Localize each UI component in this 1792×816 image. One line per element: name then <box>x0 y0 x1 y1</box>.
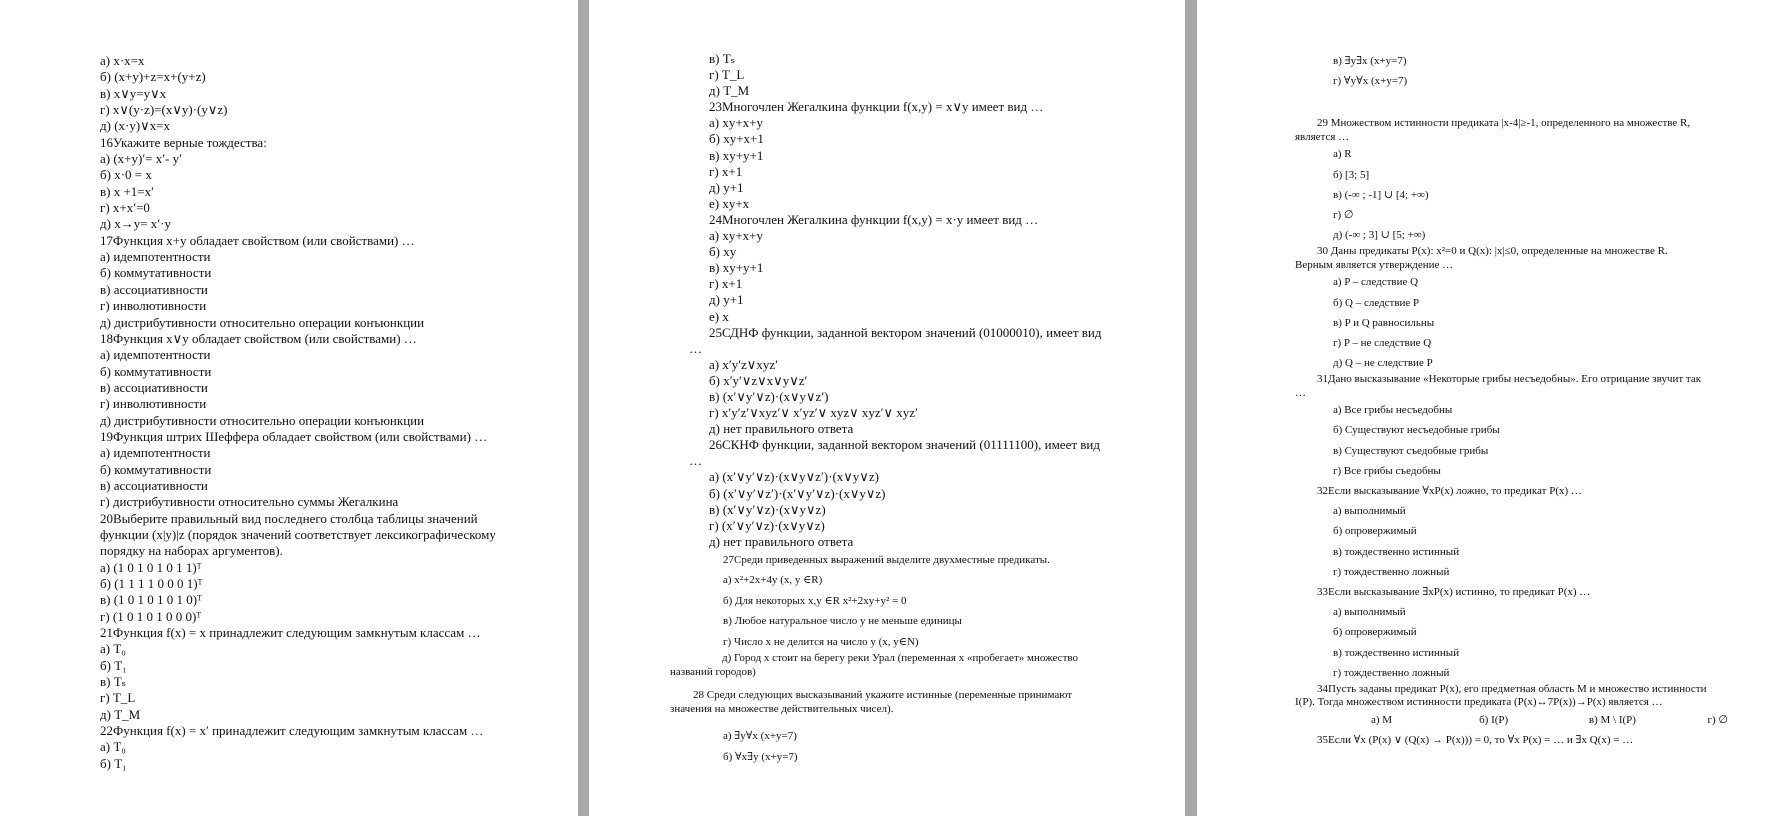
text-line: а) T₀ <box>100 641 126 657</box>
text-line: д) дистрибутивности относительно операции конъюнкции <box>100 314 425 330</box>
answer-option: а) выполнимый <box>1333 505 1406 518</box>
question-31-line1: 31Дано высказывание «Некоторые грибы несъедобны». Его отрицание звучит так <box>1317 373 1702 386</box>
text-line: б) x′y′∨z∨x∨y∨z′ <box>709 372 808 388</box>
question-27-option-d-line1: д) Город x стоит на берегу реки Урал (переменная x «пробегает» множество <box>722 652 1078 665</box>
answer-option: б) опровержимый <box>1333 525 1417 538</box>
text-line: г) x+x′=0 <box>100 200 150 216</box>
text-line: д) y+1 <box>709 179 744 195</box>
text-line: б) T₁ <box>100 657 127 673</box>
text-line: б) T₁ <box>100 755 127 771</box>
page-2-text-column <box>670 51 1169 767</box>
text-line: г) x∨(y·z)=(x∨y)·(y∨z) <box>100 102 228 118</box>
text-line: д) нет правильного ответа <box>709 533 854 549</box>
answer-option: д) Q – не следствие P <box>1333 357 1433 370</box>
answer-option: д) (-∞ ; 3] ∪ [5; +∞) <box>1333 229 1426 242</box>
text-line: б) коммутативности <box>100 461 212 477</box>
page-separator <box>1185 0 1197 816</box>
text-line: 20Выберите правильный вид последнего столбца таблицы значений <box>100 510 478 526</box>
question-33: 33Если высказывание ∃xP(x) истинно, то предикат P(x) … <box>1317 585 1591 598</box>
question-34-line1: 34Пусть заданы предикат P(x), его предметная область M и множество истинности <box>1317 682 1707 695</box>
text-line: в) Tₛ <box>100 674 127 690</box>
document-page-3 <box>1197 0 1792 816</box>
text-line: 23Многочлен Жегалкина функции f(x,y) = x∨y имеет вид … <box>709 99 1044 115</box>
text-line: д) x→y= x′·y <box>100 216 171 232</box>
text-line: г) T_L <box>100 690 136 706</box>
answer-option: а) x²+2x+4y (x, y ∈R) <box>723 574 823 587</box>
text-line: 26СКНФ функции, заданной вектором значений (01111100), имеет вид <box>709 437 1100 453</box>
answer-option: г) ∀y∀x (x+y=7) <box>1333 75 1408 88</box>
text-line: в) x∨y=y∨x <box>100 85 167 101</box>
text-line: а) x′y′z∨xyz′ <box>709 356 778 372</box>
text-line: а) (x+y)′= x′- y′ <box>100 151 183 167</box>
answer-option: в) (-∞ ; -1] ∪ [4; +∞) <box>1333 188 1429 201</box>
text-line: в) x +1=x′ <box>100 183 154 199</box>
answer-option: в) тождественно истинный <box>1333 545 1460 558</box>
text-line: г) x′y′z′∨xyz′∨ x′yz′∨ xyz∨ xyz′∨ xyz′ <box>709 405 918 421</box>
text-line: в) ассоциативности <box>100 379 208 395</box>
text-line: г) (1 0 1 0 1 0 0 0)ᵀ <box>100 608 202 624</box>
question-28-line1: 28 Среди следующих высказываний укажите истинные (переменные принимают <box>693 689 1073 702</box>
answer-option: г) тождественно ложный <box>1333 565 1450 578</box>
text-line: в) (x′∨y′∨z)·(x∨y∨z) <box>709 501 826 517</box>
text-line: е) x <box>709 308 729 324</box>
question-35: 35Если ∀x (P(x) ∨ (Q(x) → P(x))) = 0, то ∀x P(x) = … и ∃x Q(x) = … <box>1317 734 1634 747</box>
text-line: е) xy+x <box>709 195 750 211</box>
answer-option: г) Число x не делится на число y (x, y∈N) <box>723 635 919 648</box>
answer-option: б) ∀x∃y (x+y=7) <box>723 750 798 763</box>
text-line: г) T_L <box>709 67 745 83</box>
question-30-line1: 30 Даны предикаты P(x): x²=0 и Q(x): |x|≤0, определенные на множестве R. <box>1317 245 1668 258</box>
answer-option: в) Существуют съедобные грибы <box>1333 444 1489 457</box>
text-line: в) (x′∨y′∨z)·(x∨y∨z′) <box>709 388 829 404</box>
text-line: а) идемпотентности <box>100 249 211 265</box>
answer-option: а) R <box>1333 148 1352 161</box>
text-line: б) коммутативности <box>100 265 212 281</box>
text-line: а) (1 0 1 0 1 0 1 1)ᵀ <box>100 559 202 575</box>
text-line: функции (x|y)|z (порядок значений соответствует лексикографическому <box>100 526 496 542</box>
question-31-line2: … <box>1295 386 1306 399</box>
answer-option: в) ∃y∃x (x+y=7) <box>1333 55 1407 67</box>
answer-option: б) опровержимый <box>1333 626 1417 639</box>
text-line: в) xy+y+1 <box>709 147 764 163</box>
text-line: а) x·x=x <box>100 53 145 68</box>
answer-option: г) ∅ <box>1707 713 1728 726</box>
text-line: а) xy+x+y <box>709 228 764 244</box>
text-line: в) xy+y+1 <box>709 260 764 276</box>
text-line: г) дистрибутивности относительно суммы Жегалкина <box>100 494 399 510</box>
page-1-text-column <box>100 53 550 772</box>
text-line: д) T_M <box>100 706 141 722</box>
question-27: 27Среди приведенных выражений выделите двухместные предикаты. <box>723 553 1050 566</box>
document-page-2 <box>589 0 1185 816</box>
text-line: 24Многочлен Жегалкина функции f(x,y) = x·y имеет вид … <box>709 211 1039 227</box>
text-line: г) инволютивности <box>100 298 207 314</box>
answer-option: б) Для некоторых x,y ∈R x²+2xy+y² = 0 <box>723 594 907 607</box>
answer-option: а) ∃y∀x (x+y=7) <box>723 730 797 743</box>
text-line: а) T₀ <box>100 739 126 755</box>
answer-option: б) [3; 5] <box>1333 168 1370 181</box>
question-32: 32Если высказывание ∀xP(x) ложно, то предикат P(x) … <box>1317 485 1582 497</box>
text-line: 18Функция x∨y обладает свойством (или свойствами) … <box>100 330 417 346</box>
question-25-continuation: … <box>689 340 702 356</box>
text-line: в) (1 0 1 0 1 0 1 0)ᵀ <box>100 592 202 608</box>
answer-option: б) I(P) <box>1479 713 1509 726</box>
text-line: б) x·0 = x <box>100 167 152 183</box>
answer-option: г) Все грибы съедобны <box>1333 464 1441 477</box>
answer-option: а) Все грибы несъедобны <box>1333 404 1453 417</box>
text-line: 16Укажите верные тождества: <box>100 134 267 150</box>
text-line: г) инволютивности <box>100 396 207 412</box>
page-separator <box>578 0 589 816</box>
answer-option: в) Любое натуральное число у не меньше единицы <box>723 615 962 628</box>
question-27-option-d-line2: названий городов) <box>670 665 756 678</box>
text-line: в) ассоциативности <box>100 281 208 297</box>
text-line: порядку на наборах аргументов). <box>100 543 283 559</box>
answer-option: б) Существуют несъедобные грибы <box>1333 424 1500 437</box>
question-30-line2: Верным является утверждение … <box>1295 258 1454 271</box>
text-line: д) дистрибутивности относительно операции конъюнкции <box>100 412 425 428</box>
text-line: б) (x′∨y′∨z′)·(x′∨y′∨z)·(x∨y∨z) <box>709 485 886 501</box>
answer-option: б) Q – следствие P <box>1333 296 1420 309</box>
text-line: д) T_M <box>709 83 750 99</box>
answer-option: г) тождественно ложный <box>1333 666 1450 679</box>
answer-option: в) P и Q равносильны <box>1333 316 1435 329</box>
question-28-line2: значения на множестве действительных чисел). <box>670 702 894 715</box>
text-line: 25СДНФ функции, заданной вектором значений (01000010), имеет вид <box>709 324 1102 340</box>
text-line: в) ассоциативности <box>100 477 208 493</box>
text-line: а) (x′∨y′∨z)·(x∨y∨z′)·(x∨y∨z) <box>709 469 879 485</box>
answer-option: в) M \ I(P) <box>1588 713 1636 726</box>
text-line: б) (1 1 1 1 0 0 0 1)ᵀ <box>100 576 203 591</box>
answer-option: г) ∅ <box>1333 208 1354 221</box>
question-29-line1: 29 Множеством истинности предиката |x-4|≥-1, определенного на множестве R, <box>1317 117 1691 130</box>
answer-option: в) тождественно истинный <box>1333 646 1460 659</box>
text-line: 21Функция f(x) = x принадлежит следующим замкнутым классам … <box>100 625 481 641</box>
answer-option: а) M <box>1371 713 1393 726</box>
text-line: д) нет правильного ответа <box>709 421 854 437</box>
text-line: б) (x+y)+z=x+(y+z) <box>100 69 206 85</box>
text-line: б) xy+x+1 <box>709 131 764 147</box>
text-line: 17Функция x+y обладает свойством (или свойствами) … <box>100 232 415 248</box>
text-line: б) xy <box>709 244 737 260</box>
answer-option: г) P – не следствие Q <box>1333 336 1432 349</box>
text-line: 22Функция f(x) = x′ принадлежит следующим замкнутым классам … <box>100 723 484 739</box>
text-line: а) xy+x+y <box>709 115 764 131</box>
question-34-line2: I(P). Тогда множеством истинности предиката (P(x)↔7P(x))→P(x) является … <box>1295 696 1663 709</box>
text-line: а) идемпотентности <box>100 347 211 363</box>
question-26-continuation: … <box>689 453 702 469</box>
text-line: а) идемпотентности <box>100 445 211 461</box>
answer-option: а) выполнимый <box>1333 606 1406 619</box>
text-line: д) y+1 <box>709 292 744 308</box>
page-3-text-column <box>1295 51 1760 750</box>
document-page-1 <box>0 0 578 816</box>
text-line: 19Функция штрих Шеффера обладает свойством (или свойствами) … <box>100 428 488 444</box>
text-line: д) (x·y)∨x=x <box>100 118 171 134</box>
text-line: б) коммутативности <box>100 363 212 379</box>
text-line: в) Tₛ <box>709 51 736 66</box>
text-line: г) x+1 <box>709 276 743 292</box>
question-29-line2: является … <box>1295 130 1350 143</box>
text-line: г) (x′∨y′∨z)·(x∨y∨z) <box>709 517 825 533</box>
answer-option: а) P – следствие Q <box>1333 276 1419 289</box>
text-line: г) x+1 <box>709 163 743 179</box>
